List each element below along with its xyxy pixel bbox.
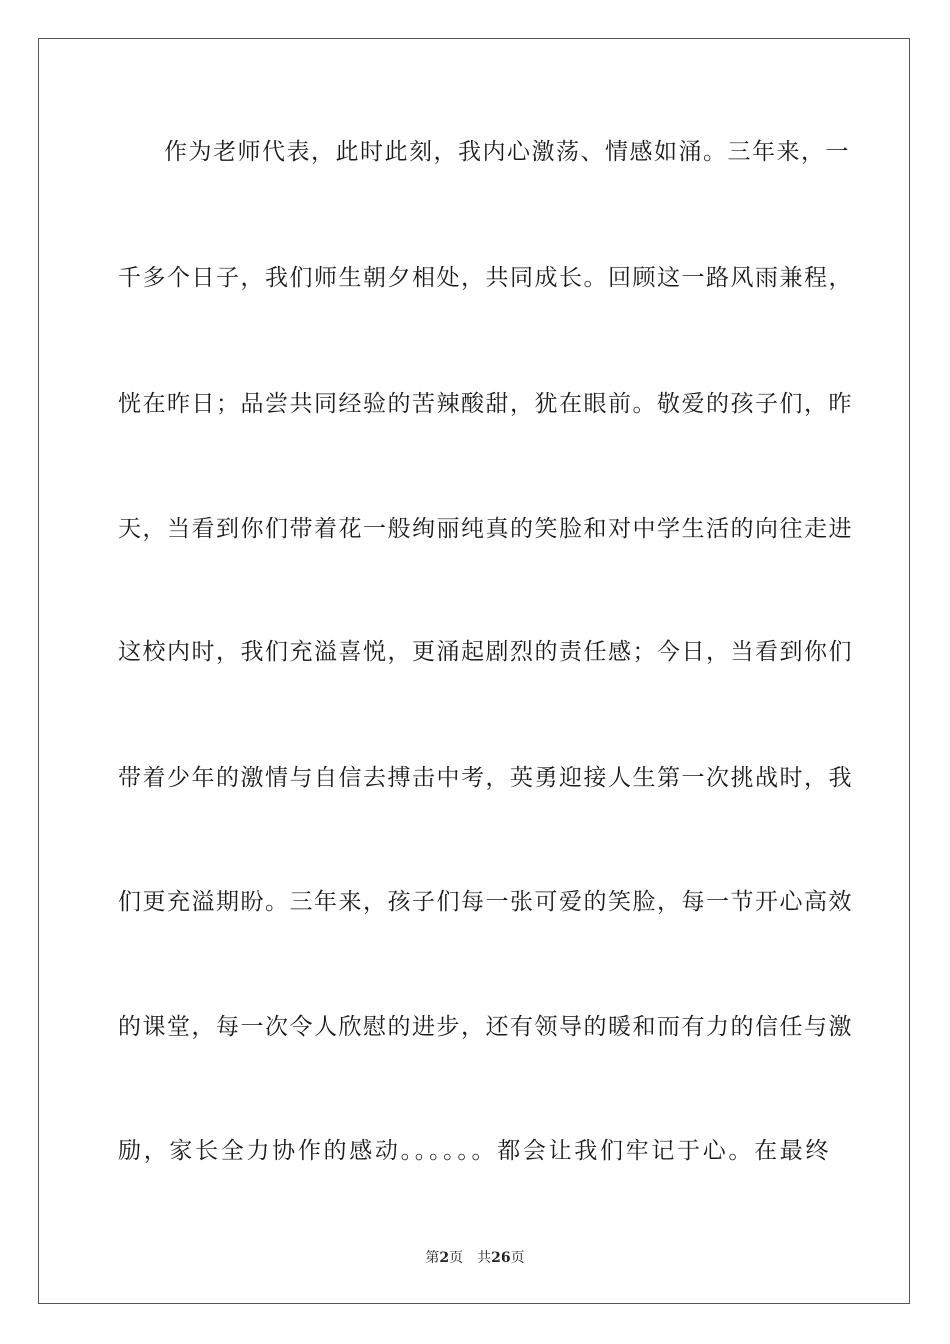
paragraph-line: 励，家长全力协作的感动。。。。。。都会让我们牢记于心。在最终 [118,1138,830,1164]
total-prefix: 共 [477,1250,492,1266]
page-suffix: 页 [449,1250,464,1266]
paragraph-line: 作为老师代表，此时此刻，我内心激荡、情感如涌。三年来，一 [164,139,850,165]
paragraph-line: 们更充溢期盼。三年来，孩子们每一张可爱的笑脸，每一节开心高效 [118,889,853,915]
paragraph-line: 恍在昨日；品尝共同经验的苦辣酸甜，犹在眼前。敬爱的孩子们，昨 [118,391,853,417]
total-suffix: 页 [510,1250,525,1266]
page-border [38,38,910,1304]
paragraph-line: 天，当看到你们带着花一般绚丽纯真的笑脸和对中学生活的向往走进 [118,516,853,542]
paragraph-line: 带着少年的激情与自信去搏击中考，英勇迎接人生第一次挑战时，我 [118,765,853,791]
page-footer [0,1247,950,1267]
paragraph-line: 的课堂，每一次令人欣慰的进步，还有领导的暖和而有力的信任与激 [118,1014,853,1040]
paragraph-line: 这校内时，我们充溢喜悦，更涌起剧烈的责任感；今日，当看到你们 [118,639,853,665]
paragraph-line: 千多个日子，我们师生朝夕相处，共同成长。回顾这一路风雨兼程， [118,265,853,291]
current-page-number: 2 [439,1250,450,1266]
page-prefix: 第 [425,1250,440,1266]
total-pages-number: 26 [491,1250,511,1266]
